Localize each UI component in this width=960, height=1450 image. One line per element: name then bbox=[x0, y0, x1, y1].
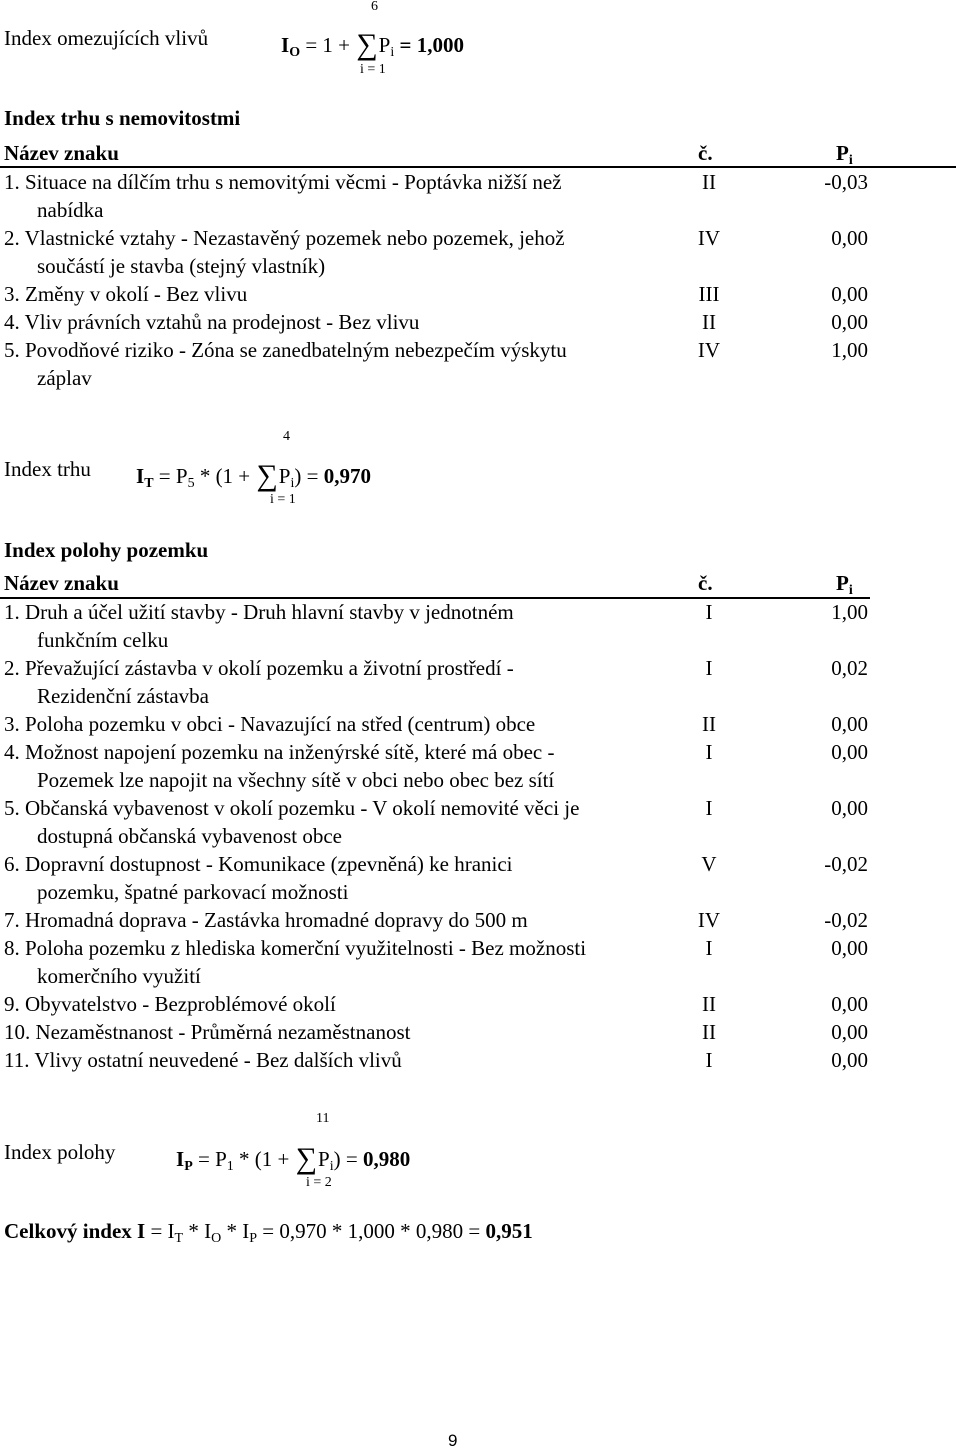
celkovy-label: Celkový index I bbox=[4, 1219, 146, 1243]
row-class: II bbox=[702, 992, 716, 1016]
row-name-line1: 5. Povodňové riziko - Zóna se zanedbatelným nebezpečím výskytu bbox=[4, 338, 567, 362]
omez-label: Index omezujících vlivů bbox=[4, 26, 209, 50]
row-pi: -0,02 bbox=[824, 852, 868, 876]
poloha-f-result: 0,980 bbox=[362, 1147, 411, 1171]
row-name bbox=[4, 738, 684, 794]
poloha-sum-bottom: i = 2 bbox=[306, 1175, 332, 1190]
row-name-line1: 2. Převažující zástavba v okolí pozemku a životní prostředí - bbox=[4, 656, 514, 680]
trh-col-p-main: P bbox=[836, 141, 849, 165]
poloha-f-mid: * (1 + bbox=[233, 1147, 295, 1171]
poloha-sum-top: 11 bbox=[316, 1111, 330, 1126]
row-class: I bbox=[705, 936, 713, 960]
row-name bbox=[4, 654, 684, 710]
row-name bbox=[4, 280, 684, 308]
poloha-col-p-main: P bbox=[836, 571, 849, 595]
poloha-col-p bbox=[836, 573, 853, 598]
omez-f-eq2: = 1,000 bbox=[394, 33, 464, 57]
row-name-line1: 9. Obyvatelstvo - Bezproblémové okolí bbox=[4, 992, 336, 1016]
row-name-line2: součástí je stavba (stejný vlastník) bbox=[37, 254, 326, 278]
trh-sum-bottom: i = 1 bbox=[270, 492, 296, 507]
row-name-line1: 10. Nezaměstnanost - Průměrná nezaměstnanost bbox=[4, 1020, 411, 1044]
row-name-line2: Pozemek lze napojit na všechny sítě v obci nebo obec bez sítí bbox=[37, 768, 555, 792]
trh-col-c: č. bbox=[698, 141, 713, 165]
omez-f-O: O bbox=[289, 45, 301, 60]
celkovy-index bbox=[4, 1221, 533, 1246]
poloha-col-name: Název znaku bbox=[4, 571, 119, 595]
trh-col-p bbox=[836, 143, 853, 168]
row-class: III bbox=[698, 282, 720, 306]
row-class: IV bbox=[697, 908, 721, 932]
row-pi: 0,00 bbox=[831, 1020, 868, 1044]
row-pi: 0,00 bbox=[831, 936, 868, 960]
poloha-f-P: P bbox=[318, 1147, 330, 1171]
row-class: IV bbox=[697, 338, 721, 362]
row-name-line1: 4. Možnost napojení pozemku na inženýrské sítě, které má obec - bbox=[4, 740, 555, 764]
row-name-line1: 3. Změny v okolí - Bez vlivu bbox=[4, 282, 248, 306]
poloha-f-label: Index polohy bbox=[4, 1140, 116, 1164]
trh-f-end: ) = bbox=[294, 464, 324, 488]
poloha-col-p-sub: i bbox=[848, 583, 853, 598]
trh-f-T: T bbox=[144, 476, 154, 491]
row-pi: 0,00 bbox=[831, 992, 868, 1016]
row-name-line1: 8. Poloha pozemku z hlediska komerční využitelnosti - Bez možnosti bbox=[4, 936, 587, 960]
row-class: I bbox=[705, 600, 713, 624]
row-name-line2: Rezidenční zástavba bbox=[37, 684, 209, 708]
row-name-line2: záplav bbox=[37, 366, 92, 390]
row-class: I bbox=[705, 656, 713, 680]
row-class: I bbox=[705, 796, 713, 820]
row-name bbox=[4, 598, 684, 654]
row-pi: 0,00 bbox=[831, 712, 868, 736]
sigma-icon: ∑ bbox=[356, 28, 378, 61]
row-pi: -0,03 bbox=[824, 170, 868, 194]
row-name-line1: 1. Situace na dílčím trhu s nemovitými věcmi - Poptávka nižší než bbox=[4, 170, 562, 194]
trh-f-eq1: = P bbox=[153, 464, 188, 488]
row-name-line2: pozemku, špatné parkovací možnosti bbox=[37, 880, 349, 904]
celkovy-calc: = 0,970 * 1,000 * 0,980 = bbox=[257, 1219, 486, 1243]
row-name bbox=[4, 990, 684, 1018]
trh-f-label: Index trhu bbox=[4, 457, 91, 481]
omez-formula bbox=[281, 28, 464, 60]
row-name bbox=[4, 224, 684, 280]
celkovy-star1: * I bbox=[183, 1219, 212, 1243]
row-name-line2: komerčního využití bbox=[37, 964, 201, 988]
row-name-line1: 4. Vliv právních vztahů na prodejnost - Bez vlivu bbox=[4, 310, 420, 334]
omez-sum-bottom: i = 1 bbox=[360, 62, 386, 77]
poloha-f-end: ) = bbox=[333, 1147, 363, 1171]
omez-f-i: i bbox=[390, 45, 395, 60]
row-name bbox=[4, 168, 684, 224]
trh-col-name: Název znaku bbox=[4, 141, 119, 165]
trh-sum-top: 4 bbox=[283, 429, 290, 444]
poloha-formula bbox=[176, 1142, 410, 1174]
row-name-line1: 11. Vlivy ostatní neuvedené - Bez dalších vlivů bbox=[4, 1048, 402, 1072]
row-pi: 1,00 bbox=[831, 600, 868, 624]
row-name bbox=[4, 934, 684, 990]
trh-f-I: I bbox=[136, 464, 145, 488]
row-pi: 0,00 bbox=[831, 796, 868, 820]
row-name-line1: 1. Druh a účel užití stavby - Druh hlavní stavby v jednotném bbox=[4, 600, 514, 624]
row-class: V bbox=[701, 852, 717, 876]
row-name-line1: 5. Občanská vybavenost v okolí pozemku - V okolí nemovité věci je bbox=[4, 796, 580, 820]
celkovy-p: P bbox=[249, 1231, 258, 1246]
row-pi: 0,00 bbox=[831, 226, 868, 250]
row-name-line1: 6. Dopravní dostupnost - Komunikace (zpevněná) ke hranici bbox=[4, 852, 513, 876]
row-class: II bbox=[702, 170, 716, 194]
row-class: I bbox=[705, 1048, 713, 1072]
row-pi: 0,00 bbox=[831, 740, 868, 764]
row-name-line2: nabídka bbox=[37, 198, 104, 222]
row-name-line2: funkčním celku bbox=[37, 628, 169, 652]
row-pi: 0,00 bbox=[831, 1048, 868, 1072]
row-name bbox=[4, 336, 684, 392]
poloha-f-1: 1 bbox=[226, 1159, 234, 1174]
sigma-icon: ∑ bbox=[256, 459, 278, 492]
poloha-f-eq1: = P bbox=[192, 1147, 227, 1171]
row-pi: 1,00 bbox=[831, 338, 868, 362]
row-class: II bbox=[702, 310, 716, 334]
celkovy-eq1: = I bbox=[145, 1219, 175, 1243]
page-number: 9 bbox=[448, 1431, 458, 1450]
poloha-heading: Index polohy pozemku bbox=[4, 538, 209, 562]
trh-heading: Index trhu s nemovitostmi bbox=[4, 106, 241, 130]
row-name bbox=[4, 710, 684, 738]
row-pi: -0,02 bbox=[824, 908, 868, 932]
row-name bbox=[4, 906, 684, 934]
poloha-col-c: č. bbox=[698, 571, 713, 595]
celkovy-t: T bbox=[174, 1231, 184, 1246]
row-class: IV bbox=[697, 226, 721, 250]
omez-sum-top: 6 bbox=[371, 0, 378, 14]
row-name-line1: 2. Vlastnické vztahy - Nezastavěný pozemek nebo pozemek, jehož bbox=[4, 226, 565, 250]
trh-f-mid: * (1 + bbox=[194, 464, 256, 488]
row-pi: 0,02 bbox=[831, 656, 868, 680]
poloha-f-Psub: P bbox=[184, 1159, 193, 1174]
row-name bbox=[4, 1046, 684, 1074]
trh-formula bbox=[136, 459, 371, 491]
poloha-f-I: I bbox=[176, 1147, 185, 1171]
celkovy-result: 0,951 bbox=[485, 1219, 533, 1243]
trh-f-result: 0,970 bbox=[323, 464, 371, 488]
omez-f-eq1: = 1 + bbox=[300, 33, 356, 57]
row-name bbox=[4, 850, 684, 906]
trh-col-p-sub: i bbox=[848, 153, 853, 168]
row-name bbox=[4, 1018, 684, 1046]
row-class: I bbox=[705, 740, 713, 764]
row-name bbox=[4, 794, 684, 850]
trh-f-5: 5 bbox=[187, 476, 195, 491]
row-name-line2: dostupná občanská vybavenost obce bbox=[37, 824, 343, 848]
celkovy-star2: * I bbox=[221, 1219, 250, 1243]
poloha-f-i: i bbox=[329, 1159, 334, 1174]
row-pi: 0,00 bbox=[831, 310, 868, 334]
row-pi: 0,00 bbox=[831, 282, 868, 306]
trh-f-P: P bbox=[278, 464, 291, 488]
celkovy-o: O bbox=[211, 1231, 222, 1246]
sigma-icon: ∑ bbox=[295, 1142, 318, 1175]
row-name-line1: 3. Poloha pozemku v obci - Navazující na střed (centrum) obce bbox=[4, 712, 536, 736]
omez-f-I: I bbox=[281, 33, 290, 57]
trh-f-i: i bbox=[290, 476, 295, 491]
row-name-line1: 7. Hromadná doprava - Zastávka hromadné dopravy do 500 m bbox=[4, 908, 528, 932]
row-class: II bbox=[702, 1020, 716, 1044]
row-class: II bbox=[702, 712, 716, 736]
omez-f-P: P bbox=[378, 33, 391, 57]
row-name bbox=[4, 308, 684, 336]
